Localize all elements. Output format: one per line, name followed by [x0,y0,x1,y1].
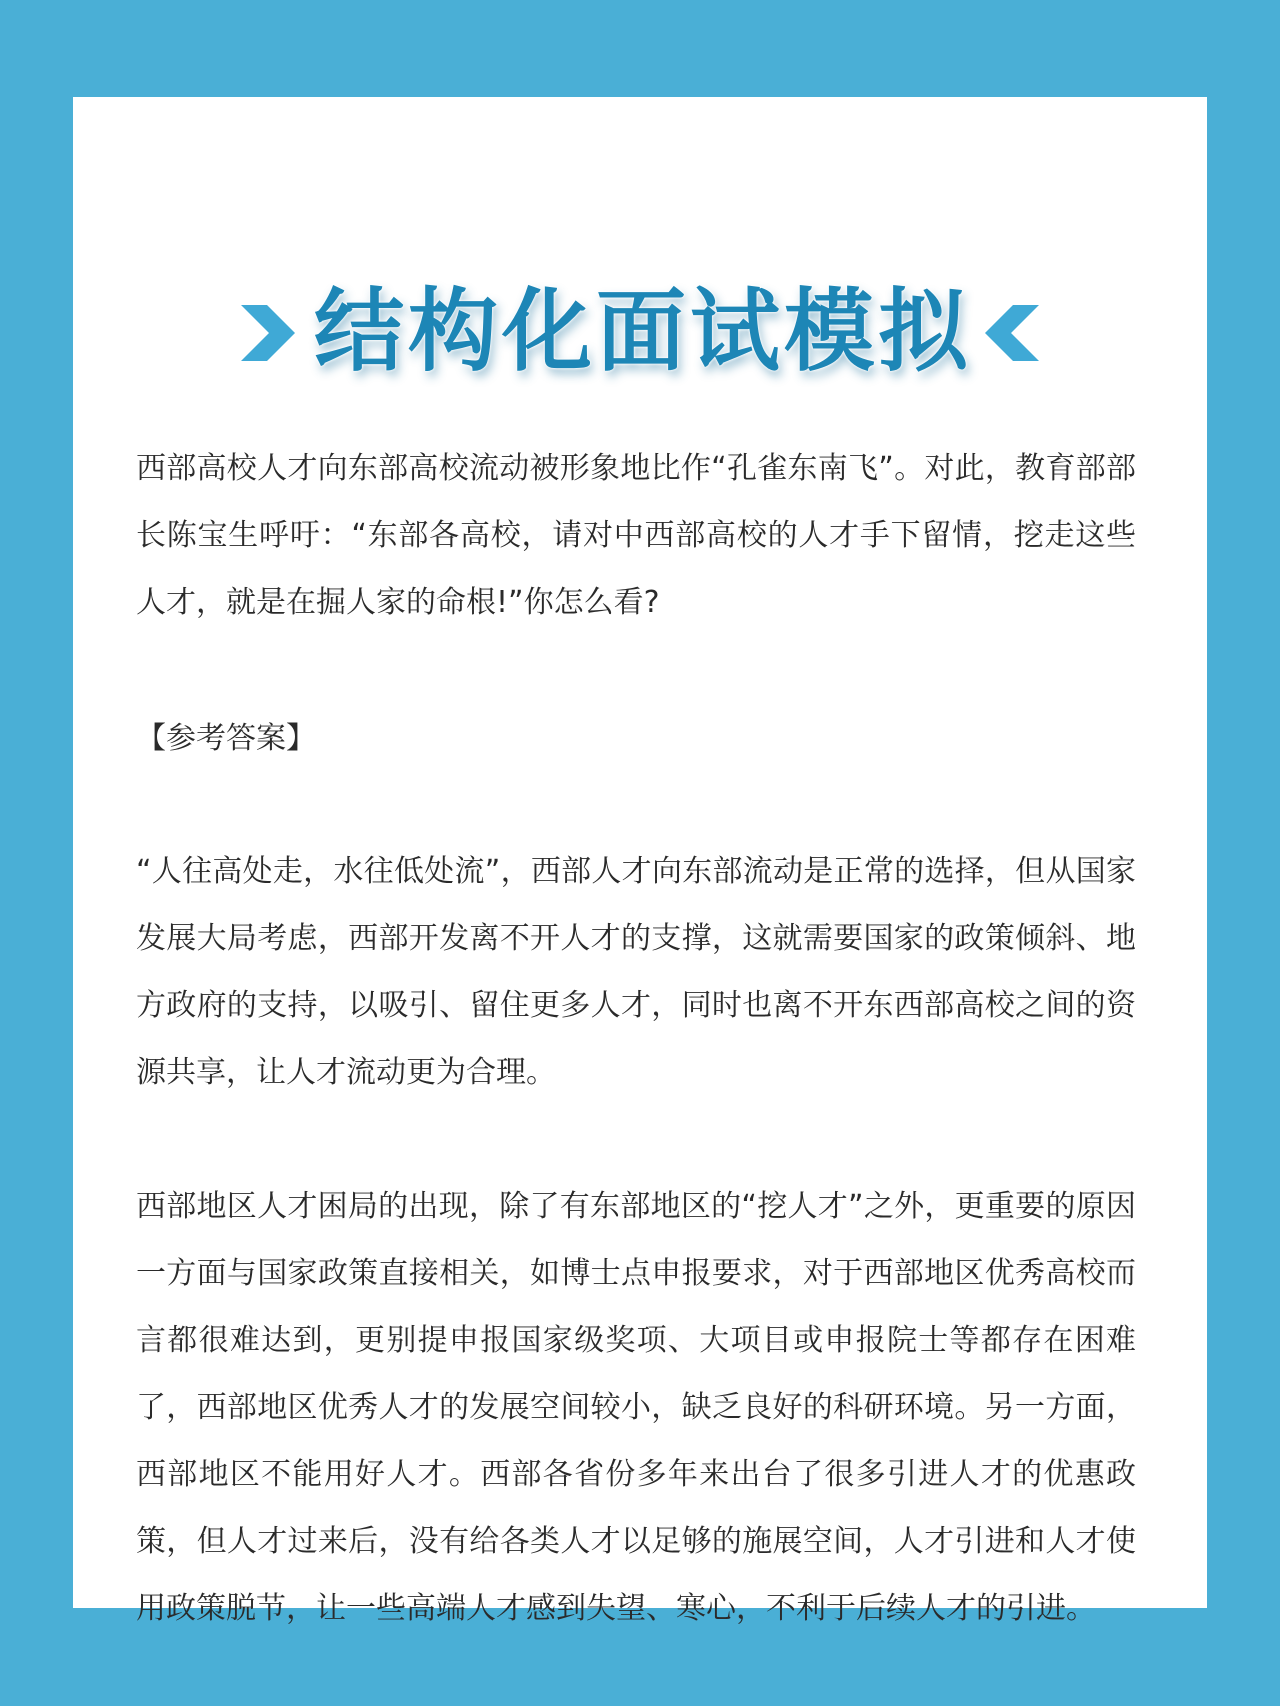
content-card [73,97,1207,1626]
chevron-left-icon [985,305,1039,361]
answer-label: 【参考答案】 [136,721,316,756]
chevron-right-icon [241,305,295,361]
answer-paragraph: “人往高处走，水往低处流”，西部人才向东部流动是正常的选择，但从国家发展大局考虑，西部开发离不开人才的支撑，这就需要国家的政策倾斜、地方政府的支持，以吸引、留住更多人才，同时也离不开东西部高校之间的资源共享，让人才流动更为合理。 [136,854,1136,1090]
page-title: 结构化面试模拟 [314,279,972,384]
answer-paragraph: 西部地区人才困局的出现，除了有东部地区的“挖人才”之外，更重要的原因一方面与国家政策直接相关，如博士点申报要求，对于西部地区优秀高校而言都很难达到，更别提申报国家级奖项、大项目或申报院士等都存在困难了，西部地区优秀人才的发展空间较小，缺乏良好的科研环境。另一方面，西部地区不能用好人才。西部各省份多年来出台了很多引进人才的优惠政策，但人才过来后，没有给各类人才以足够的施展空间，人才引进和人才使用政策脱节，让一些高端人才感到失望、寒心，不利于后续人才的引进。 [136,1189,1136,1626]
question-paragraph: 西部高校人才向东部高校流动被形象地比作“孔雀东南飞”。对此，教育部部长陈宝生呼吁：“东部各高校，请对中西部高校的人才手下留情，挖走这些人才，就是在掘人家的命根!”你怎么看? [136,451,1136,620]
title-row [73,277,1207,387]
